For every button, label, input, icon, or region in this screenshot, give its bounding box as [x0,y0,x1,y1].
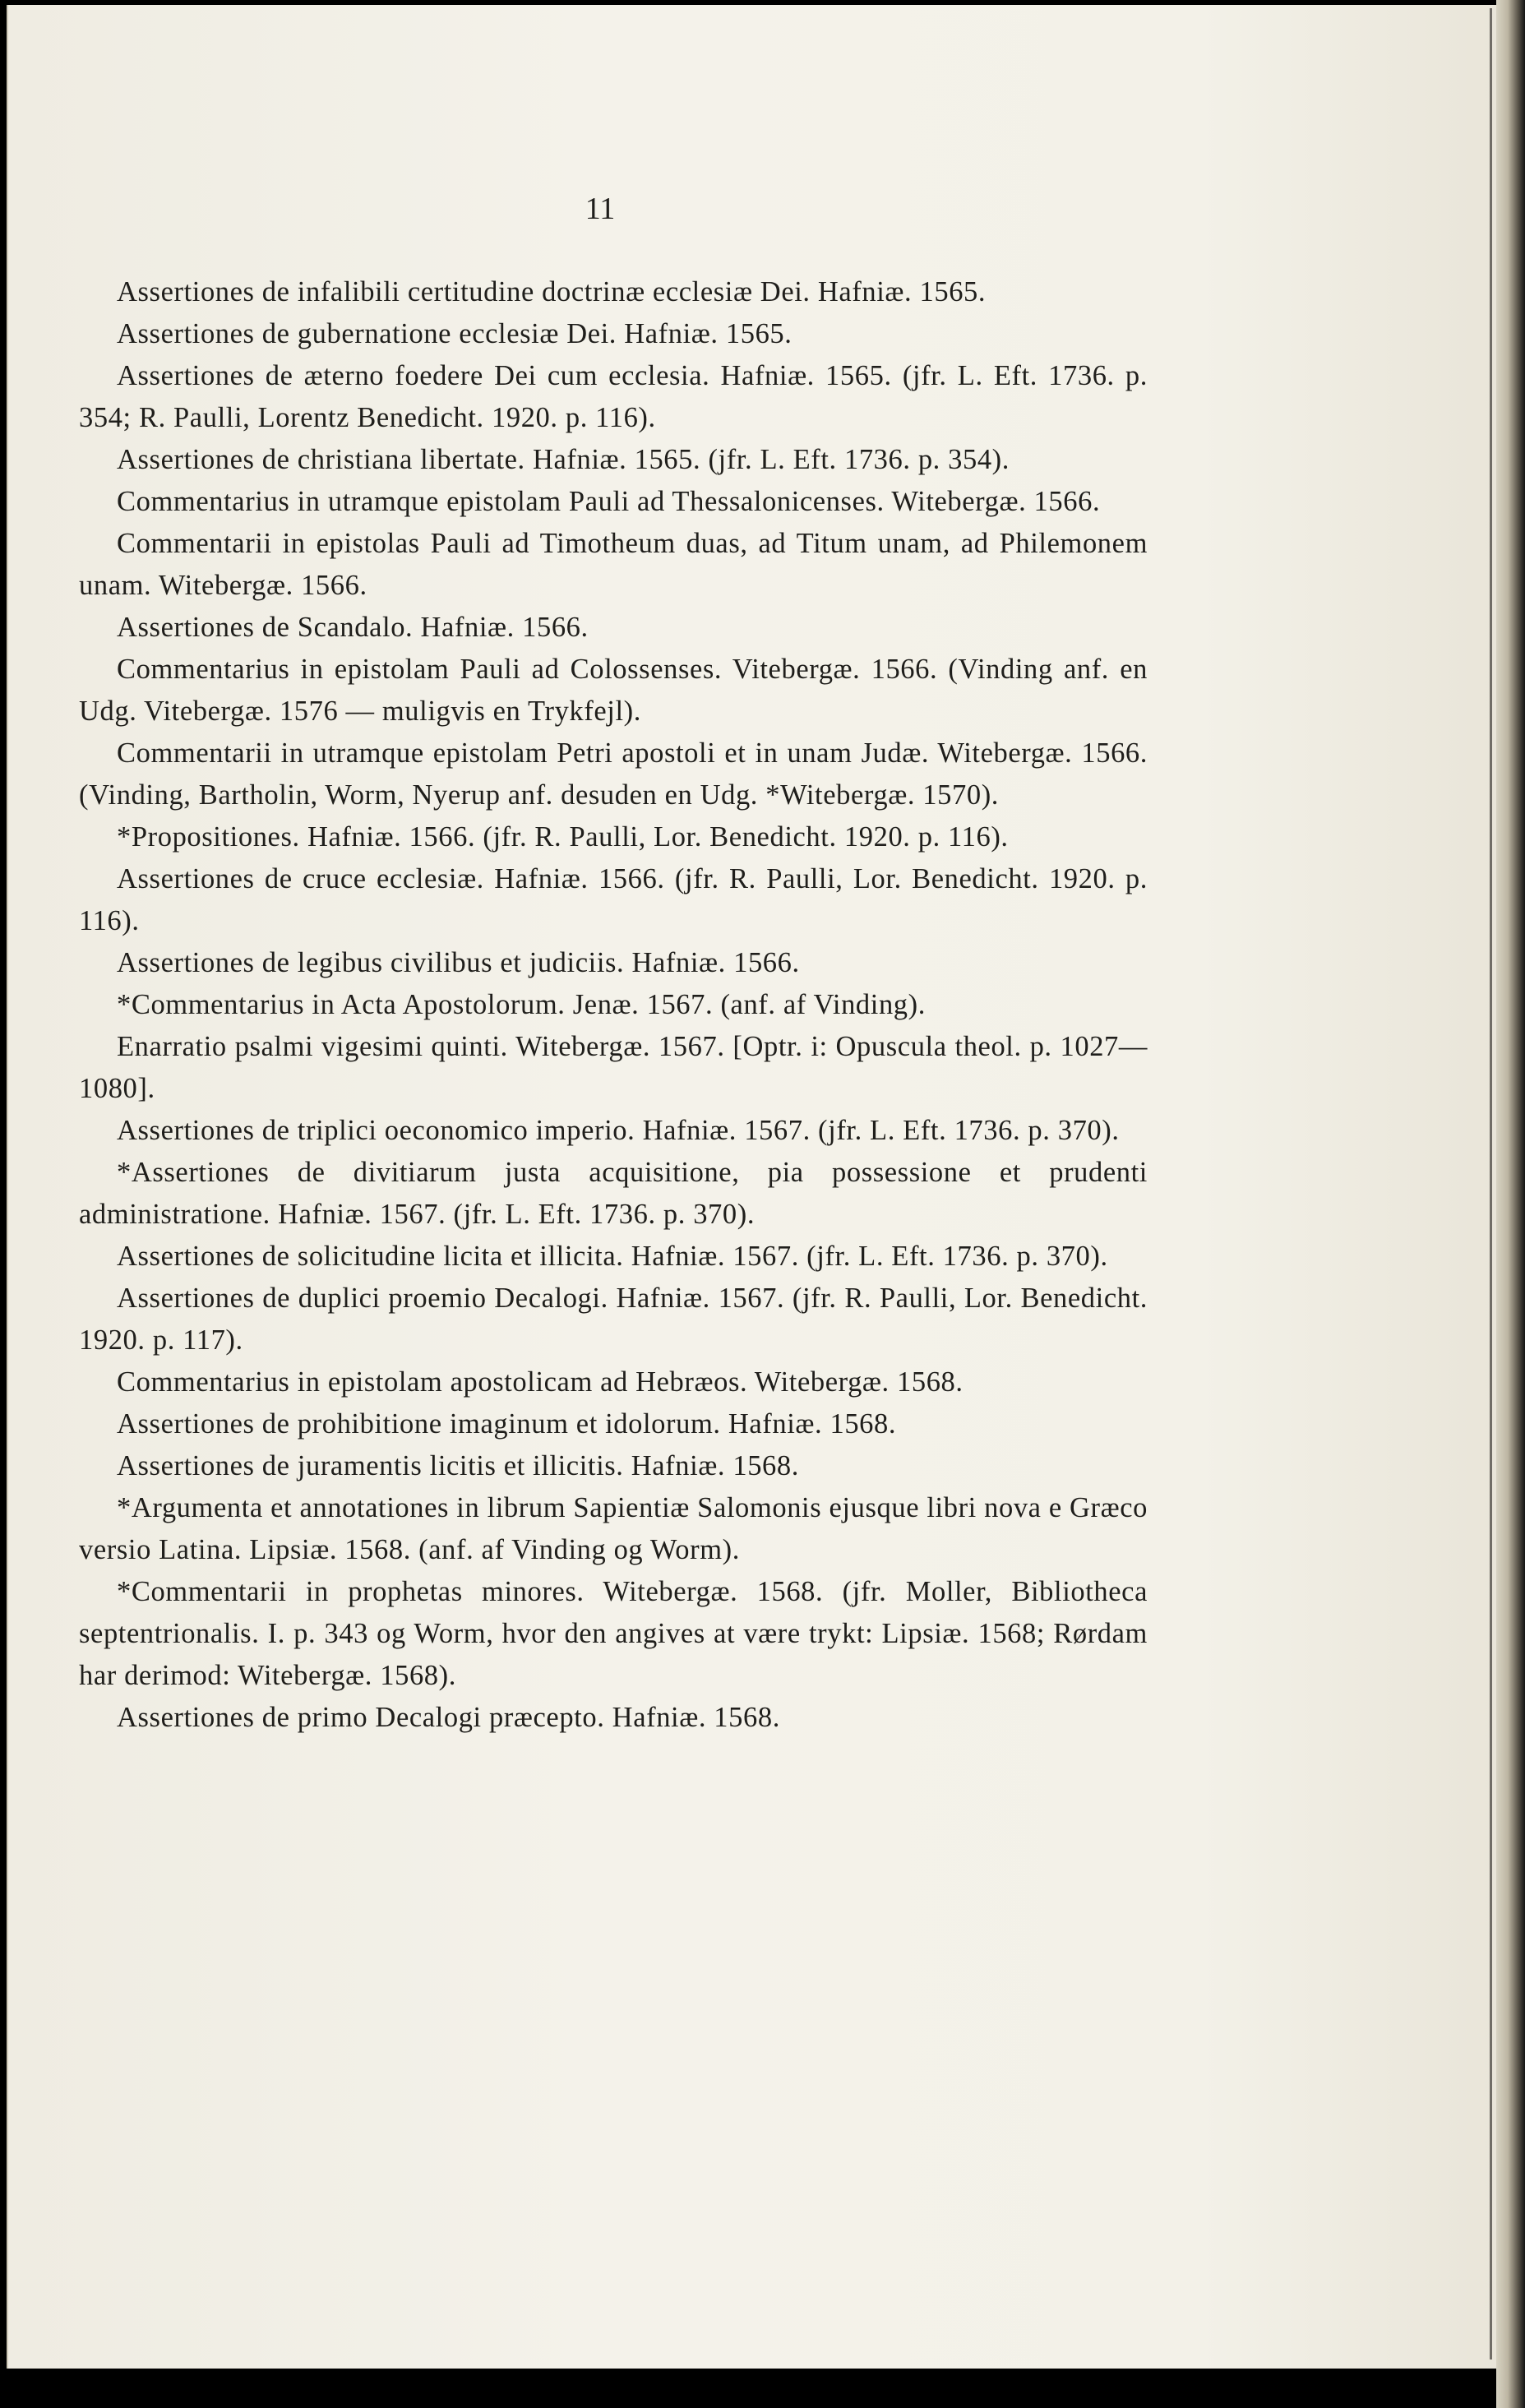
bibliography-entry: *Propositiones. Hafniæ. 1566. (jfr. R. Paulli, Lor. Benedicht. 1920. p. 116). [117,821,1009,853]
bibliography-entry: Enarratio psalmi vigesimi quinti. Witebergæ. 1567. [Optr. i: Opuscula theol. p. 1027—1080]. [79,1031,1148,1104]
bibliography-entry: *Assertiones de divitiarum justa acquisitione, pia possessione et prudenti administratione. Hafniæ. 1567. (jfr. L. Eft. 1736. p. 370). [79,1157,1148,1230]
bibliography-entry: Assertiones de cruce ecclesiæ. Hafniæ. 1566. (jfr. R. Paulli, Lor. Benedicht. 1920. p. 116). [79,863,1148,936]
bibliography-entry: Commentarius in utramque epistolam Pauli ad Thessalonicenses. Witebergæ. 1566. [117,486,1101,517]
binding-edge [1490,8,1492,2359]
bibliography-entry: Assertiones de duplici proemio Decalogi. Hafniæ. 1567. (jfr. R. Paulli, Lor. Benedicht. 1920. p. 117). [79,1283,1148,1356]
bibliography-list [79,271,1148,1739]
bibliography-entry: Assertiones de christiana libertate. Hafniæ. 1565. (jfr. L. Eft. 1736. p. 354). [117,444,1010,475]
bibliography-entry: Assertiones de infalibili certitudine doctrinæ ecclesiæ Dei. Hafniæ. 1565. [117,276,987,307]
bibliography-entry: Assertiones de solicitudine licita et illicita. Hafniæ. 1567. (jfr. L. Eft. 1736. p. 370). [117,1241,1108,1272]
bibliography-entry: *Argumenta et annotationes in librum Sapientiæ Salomonis ejusque libri nova e Græco versio Latina. Lipsiæ. 1568. (anf. af Vinding og Worm). [79,1492,1148,1565]
bibliography-entry: Assertiones de triplici oeconomico imperio. Hafniæ. 1567. (jfr. L. Eft. 1736. p. 370). [117,1115,1120,1146]
bibliography-entry: Commentarii in utramque epistolam Petri apostoli et in unam Judæ. Witebergæ. 1566. (Vinding, Bartholin, Worm, Nyerup anf. desuden en Udg. *Witebergæ. 1570). [79,737,1148,811]
bibliography-entry: Assertiones de prohibitione imaginum et idolorum. Hafniæ. 1568. [117,1408,897,1440]
bibliography-entry: Assertiones de Scandalo. Hafniæ. 1566. [117,612,589,643]
bibliography-entry: Commentarii in epistolas Pauli ad Timotheum duas, ad Titum unam, ad Philemonem unam. Witebergæ. 1566. [79,528,1148,601]
bibliography-entry: *Commentarius in Acta Apostolorum. Jenæ. 1567. (anf. af Vinding). [117,989,926,1020]
bibliography-entry: Commentarius in epistolam apostolicam ad Hebræos. Witebergæ. 1568. [117,1366,964,1398]
bibliography-entry: Commentarius in epistolam Pauli ad Colossenses. Vitebergæ. 1566. (Vinding anf. en Udg. Vitebergæ. 1576 — muligvis en Trykfejl). [79,654,1148,727]
bibliography-entry: Assertiones de æterno foedere Dei cum ecclesia. Hafniæ. 1565. (jfr. L. Eft. 1736. p. 354; R. Paulli, Lorentz Benedicht. 1920. p. 116). [79,360,1148,433]
bibliography-entry: Assertiones de juramentis licitis et illicitis. Hafniæ. 1568. [117,1450,799,1481]
bibliography-entry: *Commentarii in prophetas minores. Witebergæ. 1568. (jfr. Moller, Bibliotheca septentrionalis. I. p. 343 og Worm, hvor den angives at være trykt: Lipsiæ. 1568; Rørdam har derimod: Witebergæ. 1568). [79,1576,1148,1691]
page-number: 11 [585,192,616,226]
page-edge-shadow [1496,0,1525,2408]
bibliography-entry: Assertiones de gubernatione ecclesiæ Dei. Hafniæ. 1565. [117,318,793,349]
bibliography-entry: Assertiones de primo Decalogi præcepto. Hafniæ. 1568. [117,1702,780,1733]
bibliography-entry: Assertiones de legibus civilibus et judiciis. Hafniæ. 1566. [117,947,800,978]
